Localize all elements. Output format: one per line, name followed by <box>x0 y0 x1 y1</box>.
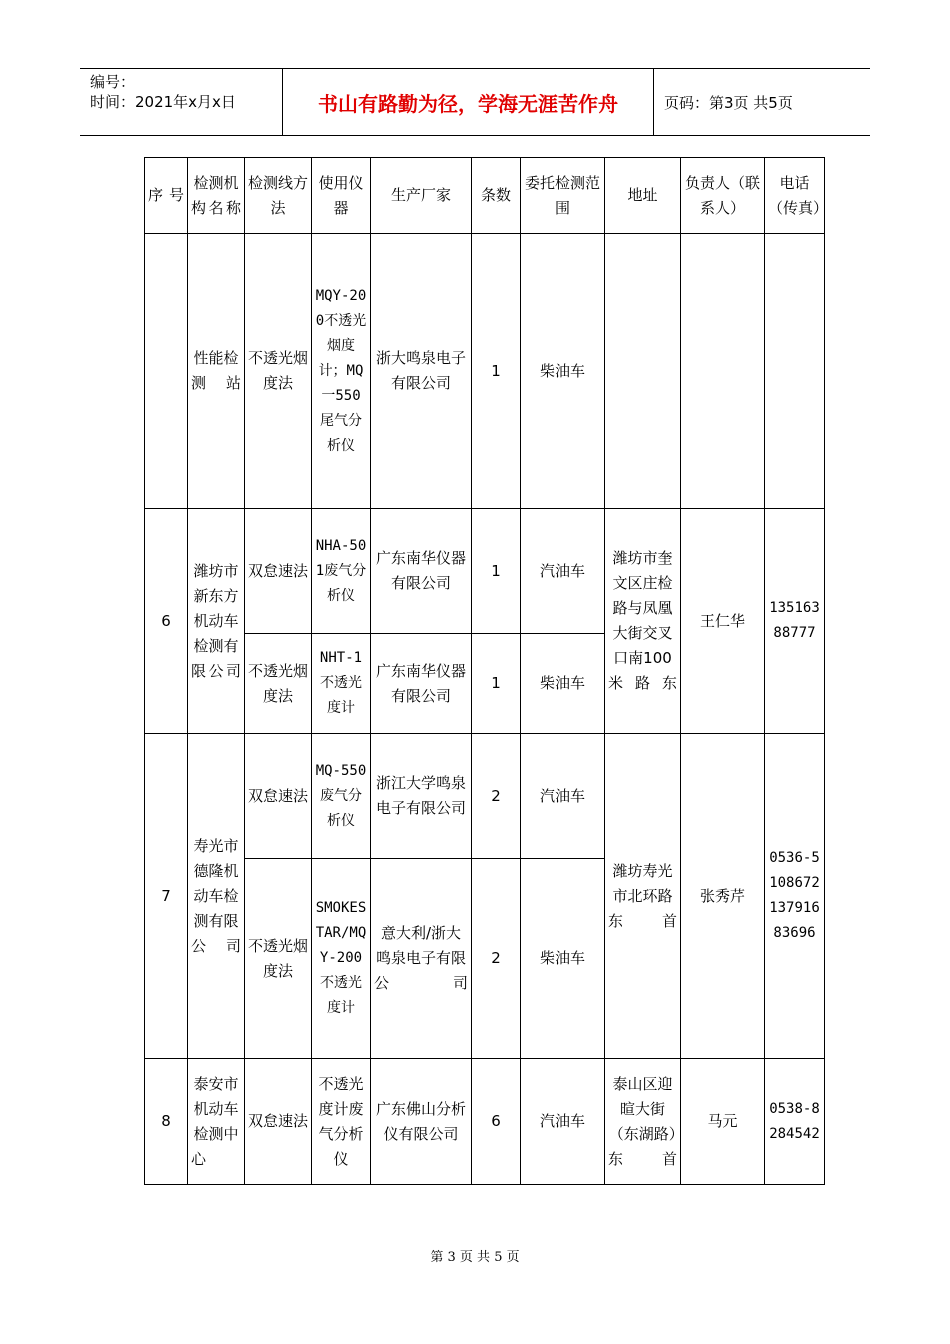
col-header-address: 地址 <box>605 158 681 234</box>
row-instrument: MQY-200不透光烟度计；MQ一550尾气分析仪 <box>312 234 371 509</box>
row-scope: 柴油车 <box>521 859 605 1059</box>
row-contact: 马元 <box>681 1059 765 1185</box>
row-org: 潍坊市新东方机动车检测有限公司 <box>188 509 245 734</box>
row-count: 2 <box>472 734 521 859</box>
row-contact <box>681 234 765 509</box>
row-maker: 意大利/浙大鸣泉电子有限公司 <box>371 859 472 1059</box>
row-no <box>145 234 188 509</box>
table-row <box>145 509 825 634</box>
document-header <box>80 68 870 136</box>
row-count: 1 <box>472 234 521 509</box>
row-phone: 13516388777 <box>765 509 825 734</box>
inspection-agency-table <box>144 157 829 1185</box>
page-footer: 第 3 页 共 5 页 <box>430 1250 520 1265</box>
row-method: 不透光烟度法 <box>245 234 312 509</box>
row-count: 1 <box>472 509 521 634</box>
row-org: 寿光市德隆机动车检测有限公司 <box>188 734 245 1059</box>
row-phone <box>765 234 825 509</box>
row-address: 潍坊市奎文区庄检路与凤凰大街交叉口南100米路东 <box>605 509 681 734</box>
row-count: 2 <box>472 859 521 1059</box>
row-address <box>605 234 681 509</box>
col-header-instrument: 使用仪器 <box>312 158 371 234</box>
row-method: 双怠速法 <box>245 1059 312 1185</box>
row-method: 双怠速法 <box>245 509 312 634</box>
row-contact: 张秀芹 <box>681 734 765 1059</box>
row-method: 双怠速法 <box>245 734 312 859</box>
row-instrument: MQ-550废气分析仪 <box>312 734 371 859</box>
row-count: 1 <box>472 634 521 734</box>
row-maker: 浙大鸣泉电子有限公司 <box>371 234 472 509</box>
row-scope: 柴油车 <box>521 634 605 734</box>
table-row <box>145 234 825 509</box>
col-header-maker: 生产厂家 <box>371 158 472 234</box>
header-page-code: 页码：第3页 共5页 <box>664 93 793 112</box>
row-maker: 广东南华仪器有限公司 <box>371 634 472 734</box>
col-header-count: 条数 <box>472 158 521 234</box>
row-org: 泰安市机动车检测中心 <box>188 1059 245 1185</box>
row-maker: 广东佛山分析仪有限公司 <box>371 1059 472 1185</box>
header-motto: 书山有路勤为径，学海无涯苦作舟 <box>282 69 654 135</box>
row-no: 7 <box>145 734 188 1059</box>
row-scope: 汽油车 <box>521 509 605 634</box>
row-scope: 柴油车 <box>521 234 605 509</box>
col-header-contact: 负责人（联系人） <box>681 158 765 234</box>
col-header-phone: 电话（传真） <box>765 158 825 234</box>
row-method: 不透光烟度法 <box>245 859 312 1059</box>
row-address: 泰山区迎暄大街（东湖路）东首 <box>605 1059 681 1185</box>
col-header-method: 检测线方法 <box>245 158 312 234</box>
row-org: 性能检测站 <box>188 234 245 509</box>
time-label: 时间：2021年x月x日 <box>90 93 236 111</box>
row-count: 6 <box>472 1059 521 1185</box>
row-maker: 广东南华仪器有限公司 <box>371 509 472 634</box>
row-scope: 汽油车 <box>521 1059 605 1185</box>
row-maker: 浙江大学鸣泉电子有限公司 <box>371 734 472 859</box>
table-row <box>145 1059 825 1185</box>
row-no: 8 <box>145 1059 188 1185</box>
col-header-scope: 委托检测范围 <box>521 158 605 234</box>
row-instrument: NHA-501废气分析仪 <box>312 509 371 634</box>
table-row <box>145 734 825 859</box>
row-phone: 0536-5108672 13791683696 <box>765 734 825 1059</box>
row-method: 不透光烟度法 <box>245 634 312 734</box>
row-instrument: SMOKESTAR/MQY-200不透光度计 <box>312 859 371 1059</box>
row-instrument: NHT-1不透光度计 <box>312 634 371 734</box>
serial-number-label: 编号： <box>90 73 136 91</box>
row-no: 6 <box>145 509 188 734</box>
row-instrument: 不透光度计废气分析仪 <box>312 1059 371 1185</box>
row-scope: 汽油车 <box>521 734 605 859</box>
table-header-row <box>145 158 825 234</box>
row-address: 潍坊寿光市北环路东首 <box>605 734 681 1059</box>
col-header-no: 序号 <box>145 158 188 234</box>
header-meta <box>80 69 282 135</box>
row-contact: 王仁华 <box>681 509 765 734</box>
row-phone: 0538-8284542 <box>765 1059 825 1185</box>
col-header-org: 检测机构名称 <box>188 158 245 234</box>
